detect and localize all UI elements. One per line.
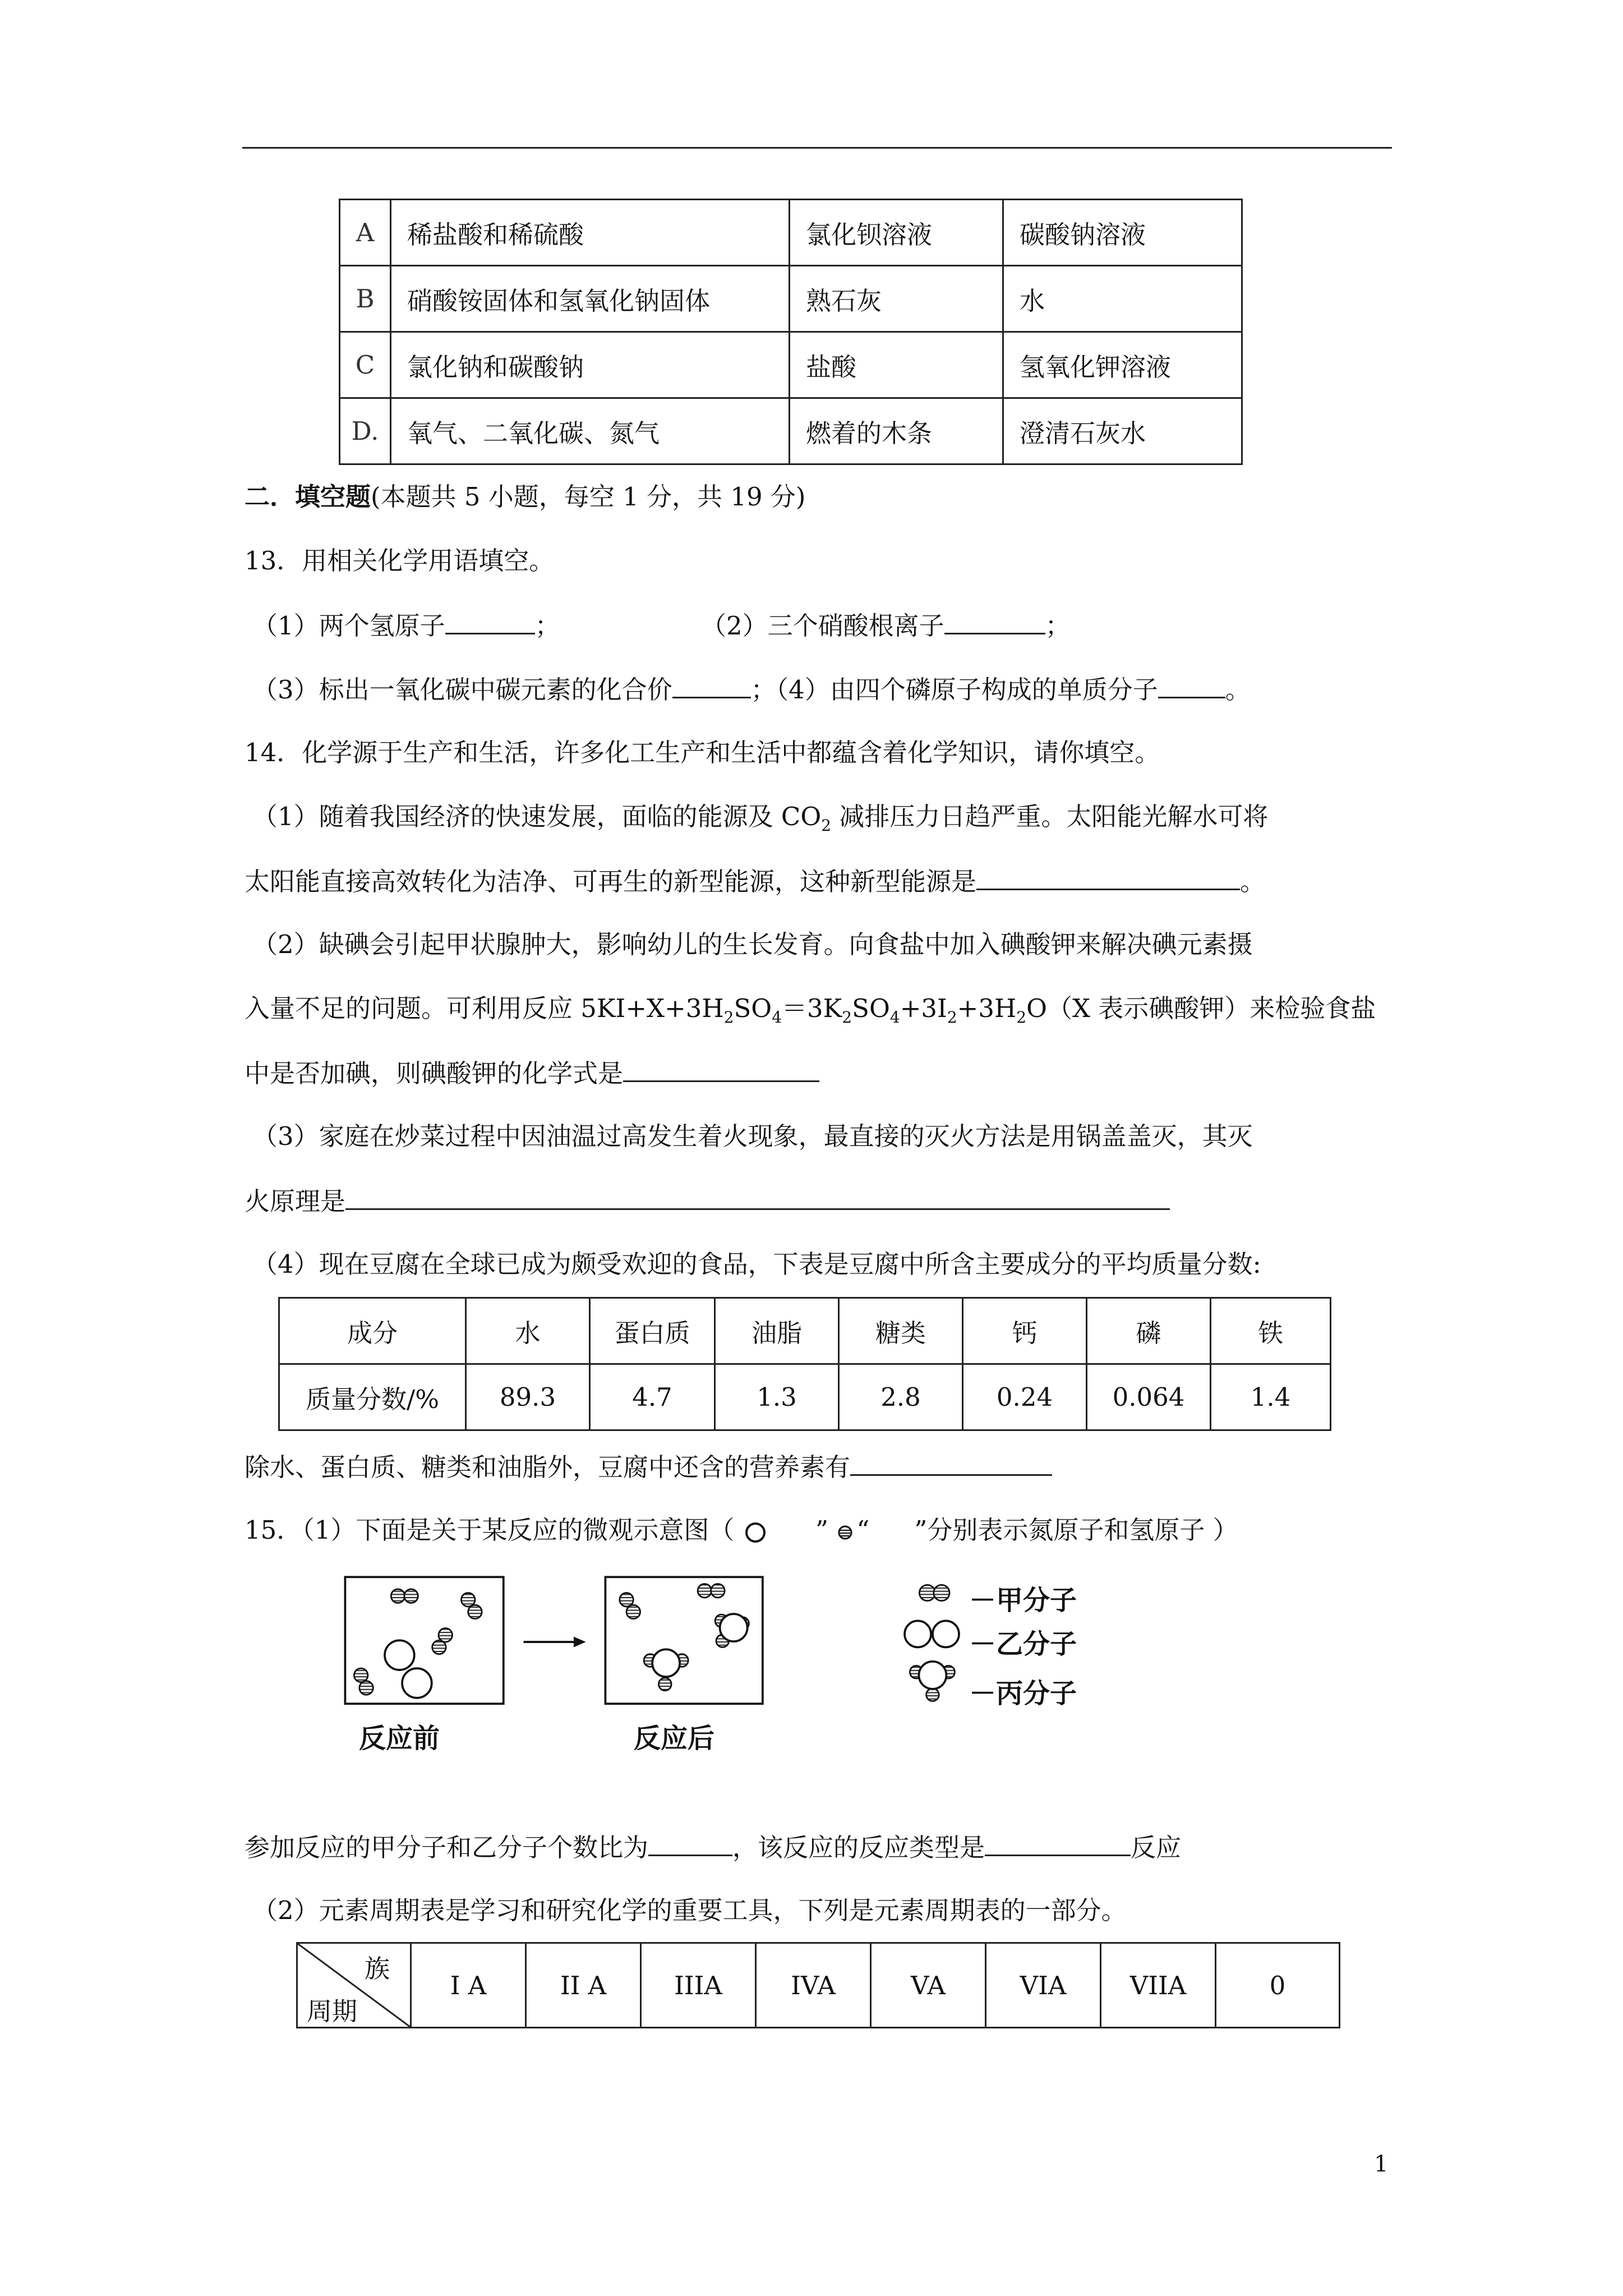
question-14-p3-line1: （3）家庭在炒菜过程中因油温过高发生着火现象，最直接的灭火方法是用锅盖盖灭，其灭 [252,1121,1253,1151]
subscript: 2 [842,1008,852,1027]
text: O（X 表示碘酸钾）来检验食盐 [1026,993,1376,1023]
text: 中是否加碘，则碘酸钾的化学式是 [245,1059,624,1088]
table-cell: 0.24 [963,1364,1087,1430]
text: 参加反应的甲分子和乙分子个数比为 [245,1833,649,1862]
table-cell: 澄清石灰水 [1003,398,1242,464]
subscript: 2 [1016,1008,1027,1027]
legend-jia-label: －甲分子 [969,1585,1077,1616]
table-header-row [297,1943,1340,2028]
table-header-cell: 铁 [1211,1298,1331,1364]
before-caption: 反应前 [359,1723,440,1754]
table-cell: 氢氧化钾溶液 [1003,332,1242,398]
legend-bing-icon [910,1662,955,1701]
table-cell: 碳酸钠溶液 [1003,200,1242,266]
question-14-p4-after [245,1450,1052,1484]
group-header: IVA [756,1943,871,2028]
group-header: VIA [986,1943,1101,2028]
answer-blank[interactable] [345,1184,1170,1210]
question-14-p2-line3 [245,1056,819,1091]
table-cell: 1.4 [1211,1364,1331,1430]
punct: ； [534,611,560,641]
table-cell: 2.8 [839,1364,963,1430]
text: SO [734,993,772,1023]
answer-blank[interactable] [623,1056,819,1082]
q13-part2-text: （2）三个硝酸根离子 [701,611,944,641]
answer-blank[interactable] [672,672,751,698]
table-row [340,266,1242,332]
table-cell: 熟石灰 [790,266,1003,332]
reagent-table [339,199,1243,465]
table-cell: 燃着的木条 [790,398,1003,464]
text: 减排压力日趋严重。太阳能光解水可将 [831,802,1269,831]
punct: ； [1045,611,1071,641]
answer-blank[interactable] [850,1450,1052,1476]
group-header: II A [526,1943,641,2028]
question-14-stem: 14．化学源于生产和生活，许多化工生产和生活中都蕴含着化学知识，请你填空。 [245,738,1160,767]
table-header-cell: 钙 [963,1298,1087,1364]
table-row [340,200,1242,266]
subscript: 4 [772,1008,782,1027]
subscript: 2 [821,816,832,835]
molecule-n2 [385,1640,432,1698]
table-cell: 0.064 [1087,1364,1211,1430]
text: SO [852,993,890,1023]
section-heading: 二．填空题 [245,482,371,512]
question-14-p2-line2 [245,992,1376,1034]
question-14-p3-line2 [245,1184,1170,1218]
nitrogen-atom-icon [743,1520,768,1545]
text: ”分别表示氮原子和氢原子 ） [914,1515,1238,1545]
subscript: 4 [889,1008,900,1027]
section-title [245,480,805,514]
text: （1）随着我国经济的快速发展，面临的能源及 CO [252,802,822,831]
table-row [340,332,1242,398]
table-cell: 稀盐酸和稀硫酸 [391,200,790,266]
answer-blank[interactable] [944,608,1045,634]
question-13-line1 [252,608,560,643]
question-14-p2-line1: （2）缺碘会引起甲状腺肿大，影响幼儿的生长发育。向食盐中加入碘酸钾来解决碘元素摄 [252,930,1253,959]
text: +3H [957,993,1017,1023]
table-header-cell: 成分 [279,1298,466,1364]
molecule-h2 [432,1628,453,1654]
molecule-h2 [391,1589,418,1603]
tofu-composition-table [278,1297,1331,1431]
section-note: (本题共 5 小题，每空 1 分，共 19 分) [371,482,806,512]
text: 除水、蛋白质、糖类和油脂外，豆腐中还含的营养素有 [245,1452,851,1482]
table-row [279,1364,1331,1430]
table-header-cell: 磷 [1087,1298,1211,1364]
table-cell: 1.3 [715,1364,839,1430]
molecule-h2 [461,1593,482,1619]
table-header-row [279,1298,1331,1364]
q13-part4-text: ；（4）由四个磷原子构成的单质分子 [750,675,1158,705]
group-header: I A [411,1943,526,2028]
group-header: VIIA [1101,1943,1216,2028]
punct: 。 [1240,867,1266,896]
answer-blank[interactable] [1158,672,1225,698]
question-15-stem [245,1513,1238,1547]
text: 反应 [1131,1833,1182,1862]
text: ，该反应的反应类型是 [732,1833,985,1862]
molecule-h2 [620,1593,640,1619]
hydrogen-atom-icon [836,1520,856,1545]
q13-part3-text: （3）标出一氧化碳中碳元素的化合价 [252,675,672,705]
arrow-head [574,1637,586,1648]
answer-blank[interactable] [445,608,535,634]
table-cell: 氯化钠和碳酸钠 [391,332,790,398]
row-label: D. [340,398,391,464]
header-rule [242,147,1392,149]
table-cell: 质量分数/% [279,1364,466,1430]
question-15-p2: （2）元素周期表是学习和研究化学的重要工具，下列是元素周期表的一部分。 [252,1895,1127,1925]
question-13-line2 [252,672,1251,707]
row-label: C [340,332,391,398]
corner-cell [297,1943,411,2028]
table-row [340,398,1242,464]
row-label: A [340,200,391,266]
answer-blank[interactable] [976,864,1240,890]
question-14-p1-line2 [245,864,1265,899]
question-13-stem: 13．用相关化学用语填空。 [245,546,555,576]
text: “ [856,1515,870,1545]
text: ＝3K [782,993,842,1023]
answer-blank[interactable] [985,1830,1131,1856]
legend-yi-label: －乙分子 [969,1628,1077,1660]
legend-jia-icon [919,1585,949,1600]
molecule-nh3 [644,1649,688,1690]
group-header: 0 [1216,1943,1340,2028]
molecule-h2 [698,1584,725,1598]
table-header-cell: 糖类 [839,1298,963,1364]
legend-yi-icon [905,1621,959,1647]
table-cell: 盐酸 [790,332,1003,398]
table-header-cell: 油脂 [715,1298,839,1364]
answer-blank[interactable] [648,1830,732,1856]
text: 15．（1）下面是关于某反应的微观示意图（ [245,1515,735,1545]
row-label: B [340,266,391,332]
question-13-line1b [701,608,1071,643]
molecule-h2 [354,1668,373,1695]
table-cell: 氯化钡溶液 [790,200,1003,266]
question-14-p1-line1 [252,800,1268,843]
table-cell: 氧气、二氧化碳、氮气 [391,398,790,464]
group-header: IIIA [641,1943,756,2028]
table-header-cell: 蛋白质 [590,1298,715,1364]
table-cell: 4.7 [590,1364,715,1430]
period-label: 周期 [307,1996,358,2026]
table-cell: 硝酸铵固体和氢氧化钠固体 [391,266,790,332]
q13-part1-text: （1）两个氢原子 [252,611,445,641]
periodic-table-fragment [296,1942,1340,2028]
table-cell: 水 [1003,266,1242,332]
subscript: 2 [723,1008,734,1027]
molecule-nh3 [715,1614,749,1647]
table-header-cell: 水 [466,1298,590,1364]
subscript: 2 [947,1008,957,1027]
text: ” [815,1515,829,1545]
legend-bing-label: －丙分子 [969,1678,1077,1709]
text: 入量不足的问题。可利用反应 5KI+X+3H [245,993,724,1023]
table-cell: 89.3 [466,1364,590,1430]
page-number: 1 [1374,2151,1389,2177]
question-15-ratio [245,1830,1181,1865]
punct: 。 [1225,675,1251,705]
text: 火原理是 [245,1186,346,1216]
after-caption: 反应后 [634,1723,715,1754]
group-header: VA [871,1943,986,2028]
text: +3I [900,993,947,1023]
question-14-p4: （4）现在豆腐在全球已成为颇受欢迎的食品，下表是豆腐中所含主要成分的平均质量分数: [252,1249,1261,1279]
text: 太阳能直接高效转化为洁净、可再生的新型能源，这种新型能源是 [245,867,977,896]
group-label: 族 [364,1954,390,1984]
